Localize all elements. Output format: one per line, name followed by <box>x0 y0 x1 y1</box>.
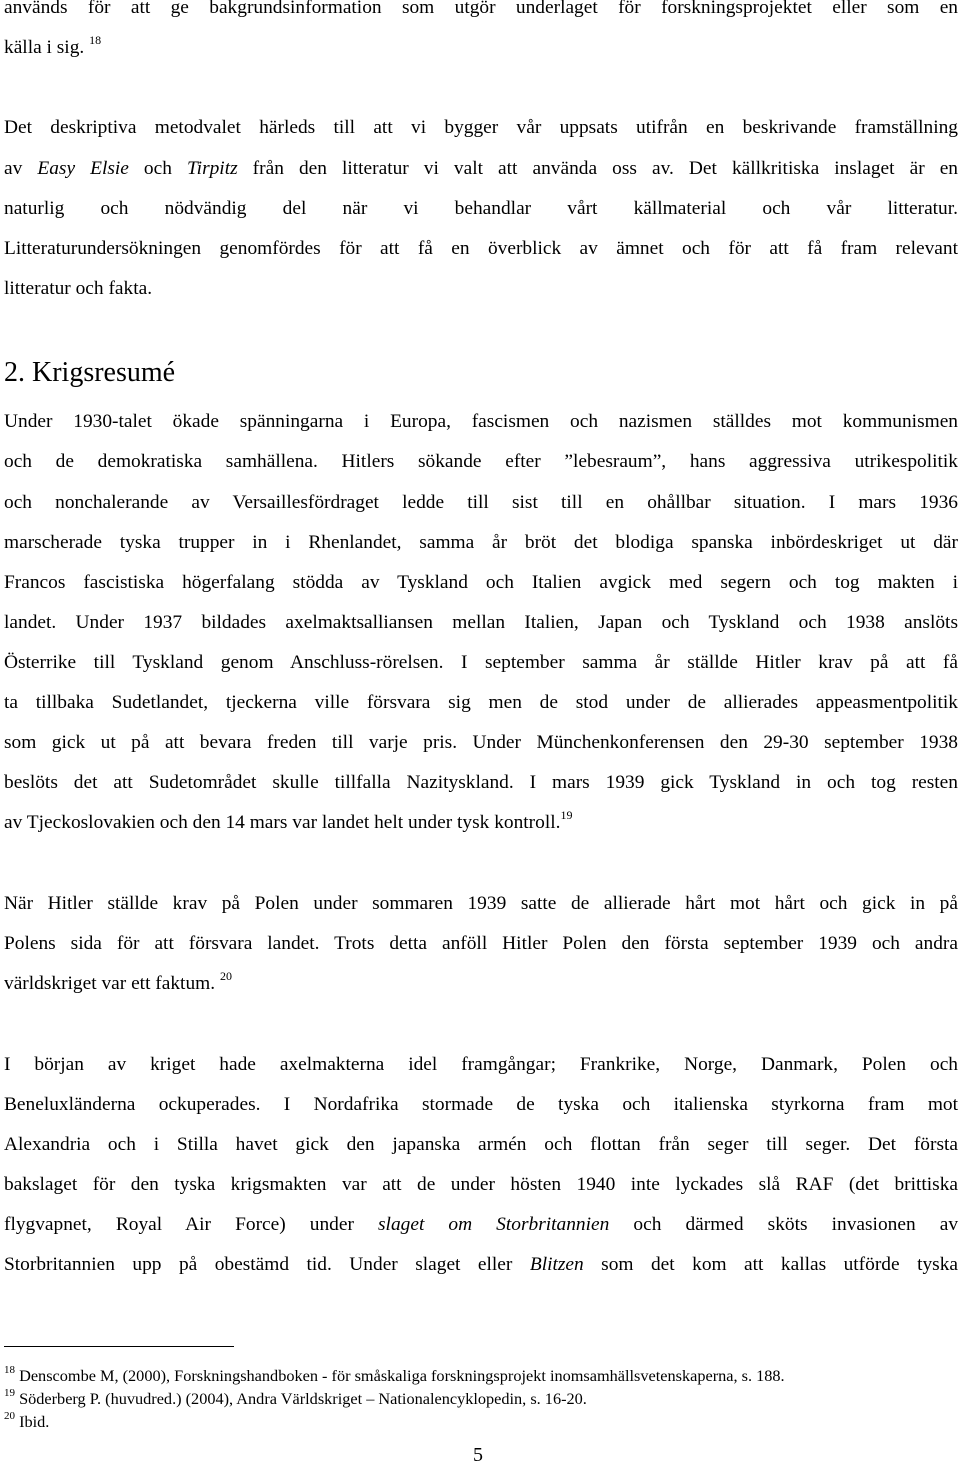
body-text-line: Alexandria och i Stilla havet gick den japanska armén och flottan från seger till seger. Det första <box>4 1134 958 1155</box>
footnote-text: Denscombe M, (2000), Forskningshandboken - för småskaliga forskningsprojekt inomsamhällsvetenskaperna, s. 188. <box>19 1366 785 1385</box>
body-text-line: som gick ut på att bevara freden till varje pris. Under Münchenkonferensen den 29-30 september 1938 <box>4 732 958 753</box>
body-text-line <box>4 1253 958 1277</box>
footnote <box>4 1363 785 1386</box>
footnote <box>4 1386 587 1409</box>
page-number: 5 <box>473 1444 483 1466</box>
section-heading: 2. Krigsresumé <box>4 357 176 388</box>
footnote-ref[interactable]: 18 <box>89 32 102 47</box>
body-text-line: När Hitler ställde krav på Polen under sommaren 1939 satte de allierade hårt mot hårt och gick in på <box>4 893 958 914</box>
body-text-line: beslöts det att Sudetområdet skulle tillfalla Nazityskland. I mars 1939 gick Tyskland in och tog resten <box>4 772 958 793</box>
footnote-text: Söderberg P. (huvudred.) (2004), Andra Världskriget – Nationalencyklopedin, s. 16-20. <box>19 1389 587 1408</box>
footnote-text: Ibid. <box>19 1412 50 1431</box>
text-span: från den litteratur vi valt att använda oss av. Det källkritiska inslaget är en <box>237 158 958 179</box>
italic-title: Easy Elsie <box>37 158 129 179</box>
body-text-line: naturlig och nödvändig del när vi behandlar vårt källmaterial och vår litteratur. <box>4 198 958 219</box>
body-text-line: Beneluxländerna ockuperades. I Nordafrika stormade de tyska och italienska styrkorna fram mot <box>4 1094 958 1115</box>
body-text-line: I början av kriget hade axelmakterna idel framgångar; Frankrike, Norge, Danmark, Polen och <box>4 1054 958 1075</box>
body-text-line: litteratur och fakta. <box>4 278 153 299</box>
text-span: och <box>128 158 187 179</box>
body-text-line: Litteraturundersökningen genomfördes för att få en överblick av ämnet och för att få fram relevant <box>4 238 958 259</box>
body-text-line <box>4 1213 958 1237</box>
body-text-line <box>4 32 958 60</box>
footnote-number: 19 <box>4 1386 15 1399</box>
body-text-line: bakslaget för den tyska krigsmakten var att de under hösten 1940 inte lyckades slå RAF (det brittiska <box>4 1174 958 1195</box>
body-text-line: Francos fascistiska högerfalang stödda av Tyskland och Italien avgick med segern och tog makten i <box>4 572 958 593</box>
text-span: som det kom att kallas utförde tyska <box>583 1254 958 1275</box>
footnote-ref[interactable]: 19 <box>560 807 573 822</box>
body-text-line: och nonchalerande av Versaillesfördraget ledde till sist till en ohållbar situation. I mars 1936 <box>4 492 958 513</box>
italic-title: Tirpitz <box>186 158 238 179</box>
body-text-line: Polens sida för att försvara landet. Trots detta anföll Hitler Polen den första september 1939 och andra <box>4 933 958 954</box>
footnote <box>4 1409 50 1432</box>
footnote-divider <box>4 1346 234 1347</box>
text-span: flygvapnet, Royal Air Force) under <box>4 1214 379 1235</box>
text-span: Storbritannien upp på obestämd tid. Under slaget eller <box>4 1254 530 1275</box>
body-text-line: Österrike till Tyskland genom Anschluss-rörelsen. I september samma år ställde Hitler krav på att få <box>4 652 958 673</box>
footnote-number: 18 <box>4 1363 15 1376</box>
body-text-line: landet. Under 1937 bildades axelmaktsalliansen mellan Italien, Japan och Tyskland och 1938 anslöts <box>4 612 958 633</box>
body-text-line: och de demokratiska samhällena. Hitlers sökande efter ”lebesraum”, hans aggressiva utrikespolitik <box>4 451 958 472</box>
body-text-line: används för att ge bakgrundsinformation som utgör underlaget för forskningsprojektet eller som en <box>4 0 958 18</box>
italic-title: Blitzen <box>529 1254 584 1275</box>
text-span: och därmed sköts invasionen av <box>609 1214 959 1235</box>
text-span: källa i sig. <box>4 37 85 58</box>
body-text-line: Under 1930-talet ökade spänningarna i Europa, fascismen och nazismen ställdes mot kommunismen <box>4 411 958 432</box>
body-text-line <box>4 157 958 181</box>
italic-title: slaget om Storbritannien <box>378 1214 610 1235</box>
body-text-line: Det deskriptiva metodvalet härleds till att vi bygger vår uppsats utifrån en beskrivande framställning <box>4 117 958 138</box>
text-span: av Tjeckoslovakien och den 14 mars var landet helt under tysk kontroll. <box>4 812 561 833</box>
body-text-line: marscherade tyska trupper in i Rhenlandet, samma år bröt det blodiga spanska inbördeskriget ut där <box>4 532 958 553</box>
footnote-ref[interactable]: 20 <box>219 968 232 983</box>
text-span: världskriget var ett faktum. <box>4 973 216 994</box>
footnote-number: 20 <box>4 1409 15 1422</box>
body-text-line <box>4 807 958 835</box>
body-text-line <box>4 968 958 996</box>
text-span: av <box>4 158 38 179</box>
body-text-line: ta tillbaka Sudetlandet, tjeckerna ville försvara sig men de stod under de allierades appeasmentpolitik <box>4 692 958 713</box>
